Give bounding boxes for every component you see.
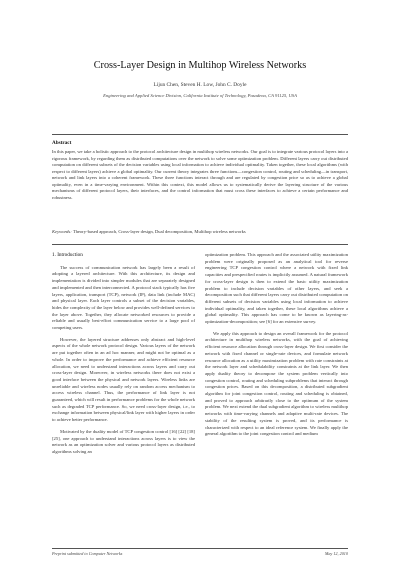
footer-date: May 12, 2010 xyxy=(324,551,348,556)
intro-paragraph: Motivated by the duality model of TCP congestion control [16] [22] [18] [25], one approach to understand interactions across layers is to view the network as an optimization solver and various protocol layers as distributed algorithms solving an xyxy=(52,428,195,454)
intro-paragraph: We apply this approach to design an overall framework for the protocol architecture in multihop wireless networks, with the goal of achieving efficient resource allocation through cross-layer design. We first consider the network with fixed channel or single-rate devices, and formulate network resource allocation as a utility maximization problem with rate constraints at the network layer and schedulability constraints at the link layer. We then apply duality theory to decompose the system problem vertically into congestion control, routing and scheduling subproblems that interact through congestion prices. Based on this decomposition, a distributed subgradient algorithm for joint congestion control, routing and scheduling is obtained, and proved to approach arbitrarily close to the optimum of the system problem. We next extend the dual subgradient algorithm to wireless multihop networks with time-varying channels and adaptive multi-rate devices. The stability of the resulting system is proved, and its performance is characterized with respect to an ideal reference system. We finally apply the general algorithm to the joint congestion control and medium xyxy=(205,330,348,437)
abstract-heading: Abstract xyxy=(52,140,72,146)
footer-journal: Preprint submitted to Computer Networks xyxy=(52,551,123,556)
keywords-text: Theory-based approach, Cross-layer design, Dual decomposition, Multihop wireless networks xyxy=(72,229,246,234)
paper-affiliation: Engineering and Applied Science Division, California Institute of Technology, Pasadena, CA 91125, USA xyxy=(103,93,297,98)
abstract-bottom-rule xyxy=(52,244,348,245)
abstract-top-rule xyxy=(52,134,348,135)
intro-paragraph: The success of communication network has largely been a result of adopting a layered architecture. With this architecture, its design and implementation is divided into simpler modules that are separately designed and implemented and then interconnected. A protocol stack typically has five layers, application, transport (TCP), network (IP), data link (include MAC) and physical layer. Each layer controls a subset of the decision variables, hides the complexity of the layer below and provides well-defined services to the layer above. Together, they allocate networked resources to provide a reliable and usually best-effort communication service to a large pool of competing users. xyxy=(52,264,195,331)
intro-paragraph: However, the layered structure addresses only abstract and high-level aspects of the whole network protocol design. Various layers of the network are put together often in an ad hoc manner, and might not be optimal as a whole. In order to improve the performance and achieve efficient resource allocation, we need to understand interactions across layers and carry out cross-layer design. Moreover, in wireless networks there does not exist a good interface between the physical and network layers. Wireless links are unreliable and wireless nodes usually rely on random access mechanism to access wireless channel. Thus, the performance of link layer is not guaranteed, which will result in performance problems for the whole network such as degraded TCP performance. So, we need cross-layer design, i.e., to exchange information between physical/link layer with higher layers in order to achieve better performance. xyxy=(52,336,195,423)
abstract-text: In this paper, we take a holistic approach to the protocol architecture design in multihop wireless networks. Our goal is to integrate various protocol layers into a rigorous framework, by regarding them as distributed computations over the network to solve some optimization problem. Different layers carry out distributed computation on different subsets of the decision variables using local information to achieve individual optimality. Taken together, these local algorithms (with respect to different layers) achieve a global optimality. Our current theory integrates three functions—congestion control, routing and scheduling—in transport, network and link layers into a coherent framework. These three functions interact through and are regulated by congestion price so as to achieve a global optimality, even in a time-varying environment. Within this context, this model allows us to systematically derive the layering structure of the various mechanisms of different protocol layers, their interfaces, and the control information that must cross these interfaces to achieve a certain performance and robustness. xyxy=(52,149,348,200)
left-column xyxy=(52,252,195,461)
keywords-line xyxy=(52,229,348,236)
paper-title: Cross-Layer Design in Multihop Wireless Networks xyxy=(93,60,307,71)
intro-paragraph: optimization problem. This approach and the associated utility maximization problem were originally proposed as an analytical tool for reverse engineering TCP congestion control where a network with fixed link capacities and prespecified routes is implicitly assumed. A natural framework for cross-layer design is then to extend the basic utility maximization problem to include decision variables of other layers, and seek a decomposition such that different layers carry out distributed computation on different subsets of decision variables using local information to achieve individual optimality, and taken together, these local algorithms achieve a global optimality. This approach has come to be known as layering-as-optimization-decomposition; see [6] for an extensive survey. xyxy=(205,252,348,325)
footer-rule xyxy=(52,548,348,549)
paper-authors: Lijun Chen, Steven H. Low, John C. Doyle xyxy=(153,82,247,88)
keywords-label: Keywords: xyxy=(52,229,72,234)
intro-heading: 1. Introduction xyxy=(52,252,83,258)
right-column xyxy=(205,252,348,443)
